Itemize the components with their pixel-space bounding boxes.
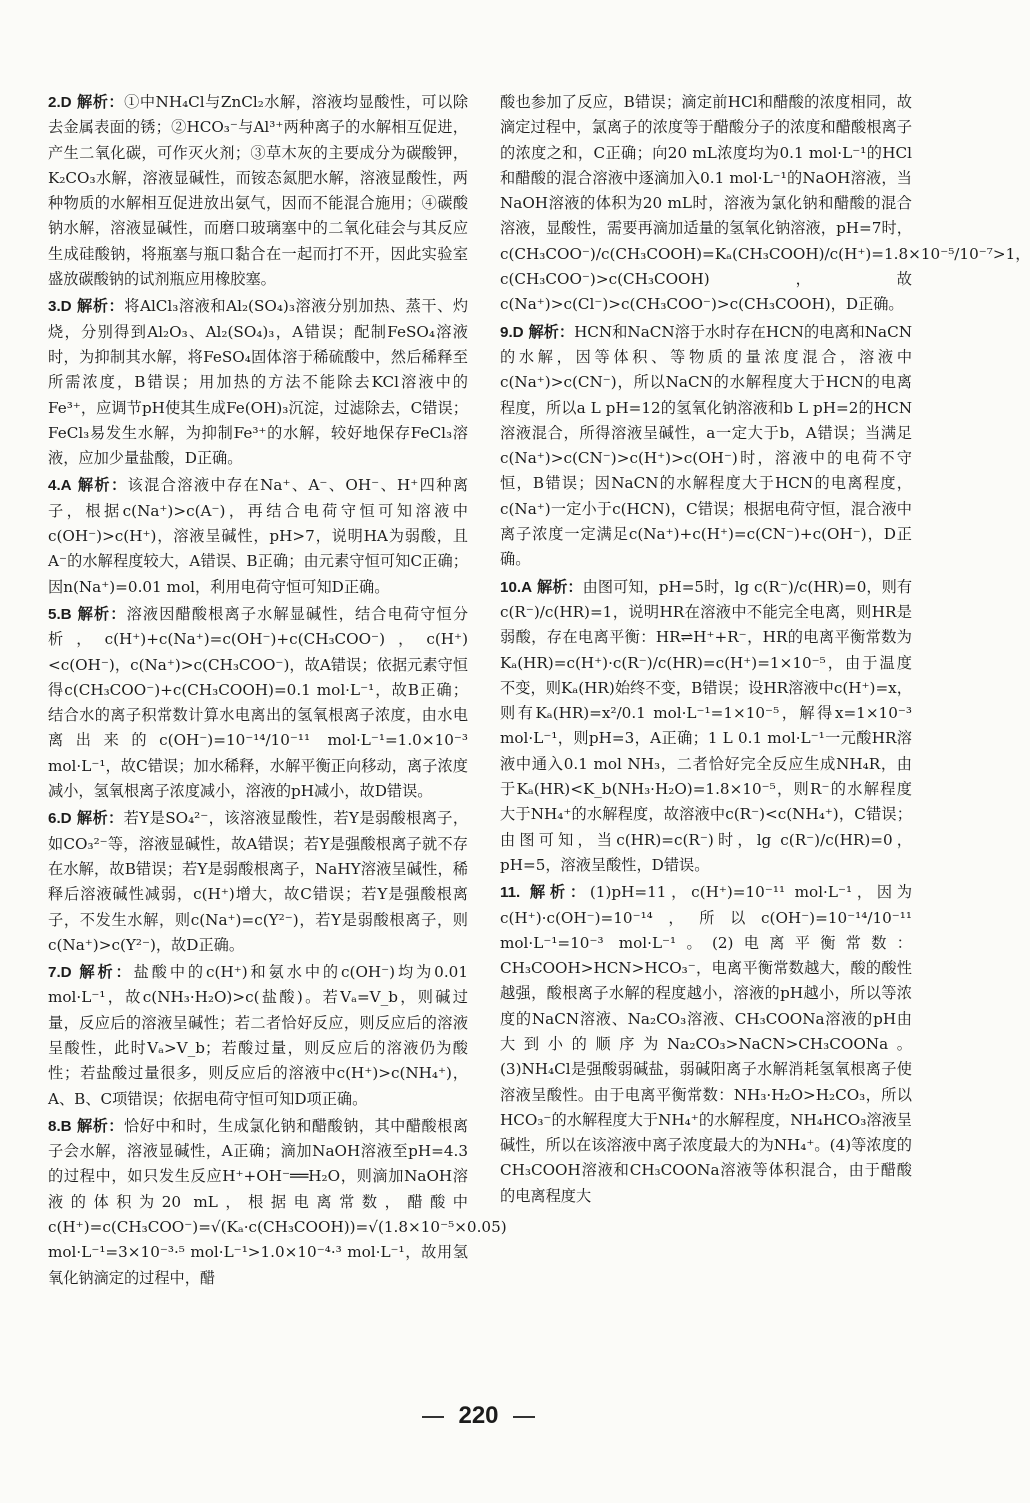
question-number: 10.A <box>500 578 533 596</box>
answer-entry <box>500 320 912 573</box>
question-number: 11. <box>500 884 521 902</box>
explanation-text: HCN和NaCN溶于水时存在HCN的电离和NaCN的水解，因等体积、等物质的量浓度混合，溶液中c(Na⁺)>c(CN⁻)，所以NaCN的水解程度大于HCN的电离程度，所以a L pH=12的氢氧化钠溶液和b L pH=2的HCN溶液混合，所得溶液呈碱性，a一定大于b，A错误；当满足c(Na⁺)>c(CN⁻)>c(H⁺)>c(OH⁻)时，溶液中的电荷不守恒，B错误；因NaCN的水解程度大于HCN的电离程度，c(Na⁺)一定小于c(HCN)，C错误；根据电荷守恒，混合液中离子浓度一定满足c(Na⁺)+c(H⁺)=c(CN⁻)+c(OH⁻)，D正确。 <box>500 322 913 569</box>
explanation-text: 盐酸中的c(H⁺)和氨水中的c(OH⁻)均为0.01 mol·L⁻¹，故c(NH₃·H₂O)>c(盐酸)。若Vₐ=V_b，则碱过量，反应后的溶液呈碱性；若二者恰好反应，则反应后的溶液呈酸性，此时Vₐ>V_b；若酸过量，则反应后的溶液仍为酸性；若盐酸过量很多，则反应后的溶液中c(H⁺)>c(NH₄⁺)，A、B、C项错误；依据电荷守恒可知D项正确。 <box>48 963 468 1108</box>
explanation-label: 解析： <box>528 322 575 341</box>
explanation-label: 解析： <box>79 963 134 982</box>
answer-entry <box>48 960 468 1112</box>
explanation-text: 该混合溶液中存在Na⁺、A⁻、OH⁻、H⁺四种离子，根据c(Na⁺)>c(A⁻)，再结合电荷守恒可知溶液中c(OH⁻)>c(H⁺)，溶液呈碱性，pH>7，说明HA为弱酸，且A⁻的水解程度较大，A错误、B正确；由元素守恒可知C正确；因n(Na⁺)=0.01 mol，利用电荷守恒可知D正确。 <box>48 476 469 596</box>
left-column <box>48 90 507 1293</box>
explanation-text: 恰好中和时，生成氯化钠和醋酸钠，其中醋酸根离子会水解，溶液显碱性，A正确；滴加NaOH溶液至pH=4.3的过程中，如只发生反应H⁺+OH⁻══H₂O，则滴加NaOH溶液的体积为20 mL，根据电离常数，醋酸中c(H⁺)=c(CH₃COO⁻)=√(Kₐ·c(CH₃COOH))=√(1.8×10⁻⁵×0.05) mol·L⁻¹=3×10⁻³·⁵ mol·L⁻¹>1.0×10⁻⁴·³ mol·L⁻¹，故用氢氧化钠滴定的过程中，醋 <box>48 1116 507 1287</box>
explanation-label: 解析： <box>77 93 125 111</box>
question-number: 7.D <box>48 964 72 982</box>
answer-entry <box>48 1114 507 1291</box>
explanation-text: 将AlCl₃溶液和Al₂(SO₄)₃溶液分别加热、蒸干、灼烧，分别得到Al₂O₃、Al₂(SO₄)₃，A错误；配制FeSO₄溶液时，为抑制其水解，将FeSO₄固体溶于稀硫酸中，然后稀释至所需浓度，B错误；用加热的方法不能除去KCl溶液中的Fe³⁺，应调节pH使其生成Fe(OH)₃沉淀，过滤除去，C错误；FeCl₃易发生水解，为抑制Fe³⁺的水解，较好地保存FeCl₃溶液，应加少量盐酸，D正确。 <box>48 297 469 468</box>
question-number: 9.D <box>500 323 524 341</box>
question-number: 2.D <box>48 94 72 111</box>
answer-entry <box>500 575 912 879</box>
dash-left <box>422 1416 444 1418</box>
answer-entry <box>48 473 468 599</box>
page-number: 220 <box>458 1402 499 1429</box>
answer-entry <box>500 90 1030 318</box>
explanation-text: 溶液因醋酸根离子水解显碱性，结合电荷守恒分析，c(H⁺)+c(Na⁺)=c(OH⁻)+c(CH₃COO⁻)，c(H⁺)<c(OH⁻)，c(Na⁺)>c(CH₃COO⁻)，故A错误；依据元素守恒得c(CH₃COO⁻)+c(CH₃COOH)=0.1 mol·L⁻¹，故B正确；结合水的离子积常数计算水电离出的氢氧根离子浓度，由水电离出来的c(OH⁻)=10⁻¹⁴/10⁻¹¹ mol·L⁻¹=1.0×10⁻³ mol·L⁻¹，故C错误；加水稀释，水解平衡正向移动，离子浓度减小，氢氧根离子浓度减小，溶液的pH减小，故D错误。 <box>48 604 469 801</box>
explanation-text: ①中NH₄Cl与ZnCl₂水解，溶液均显酸性，可以除去金属表面的锈；②HCO₃⁻与Al³⁺两种离子的水解相互促进，产生二氧化碳，可作灭火剂；③草木灰的主要成分为碳酸钾，K₂CO₃水解，溶液显碱性，而铵态氮肥水解，溶液显酸性，两种物质的水解相互促进放出氨气，因而不能混合施用；④碳酸钠水解，溶液显碱性，而磨口玻璃塞中的二氧化硅会与其反应生成硅酸钠，将瓶塞与瓶口黏合在一起而打不开，因此实验室盛放碳酸钠的试剂瓶应用橡胶塞。 <box>48 93 469 289</box>
explanation-label: 解析： <box>536 577 583 596</box>
question-number: 4.A <box>48 477 72 495</box>
explanation-label: 解析： <box>77 604 127 623</box>
explanation-label: 解析： <box>76 809 124 828</box>
right-column <box>500 90 1030 1211</box>
explanation-text: 由图可知，pH=5时，lg c(R⁻)/c(HR)=0，则有c(R⁻)/c(HR)=1，说明HR在溶液中不能完全电离，则HR是弱酸，存在电离平衡：HR⇌H⁺+R⁻，HR的电离平衡常数为Kₐ(HR)=c(H⁺)·c(R⁻)/c(HR)=c(H⁺)=1×10⁻⁵，由于温度不变，则Kₐ(HR)始终不变，B错误；设HR溶液中c(H⁺)=x，则有Kₐ(HR)=x²/0.1 mol·L⁻¹=1×10⁻⁵，解得x=1×10⁻³ mol·L⁻¹，则pH=3，A正确；1 L 0.1 mol·L⁻¹一元酸HR溶液中通入0.1 mol NH₃，二者恰好完全反应生成NH₄R，由于Kₐ(HR)<K_b(NH₃·H₂O)=1.8×10⁻⁵，则R⁻的水解程度大于NH₄⁺的水解程度，故溶液中c(R⁻)<c(NH₄⁺)，C错误；由图可知，当c(HR)=c(R⁻)时，lg c(R⁻)/c(HR)=0，pH=5，溶液呈酸性，D错误。 <box>500 577 913 874</box>
explanation-label: 解析： <box>77 297 125 316</box>
question-number: 6.D <box>48 810 72 828</box>
answer-entry <box>48 90 468 292</box>
answer-entry <box>48 294 468 471</box>
dash-right <box>513 1416 535 1418</box>
page-number-footer <box>0 1402 957 1430</box>
answer-entry <box>500 880 912 1209</box>
explanation-label: 解析： <box>529 883 590 902</box>
explanation-label: 解析： <box>77 476 128 495</box>
question-number: 8.B <box>48 1117 72 1135</box>
explanation-text: 酸也参加了反应，B错误；滴定前HCl和醋酸的浓度相同，故滴定过程中，氯离子的浓度等于醋酸分子的浓度和醋酸根离子的浓度之和，C正确；向20 mL浓度均为0.1 mol·L⁻¹的HCl和醋酸的混合溶液中逐滴加入0.1 mol·L⁻¹的NaOH溶液，当NaOH溶液的体积为20 mL时，溶液为氯化钠和醋酸的混合溶液，显酸性，需要再滴加适量的氢氧化钠溶液，pH=7时，c(CH₃COO⁻)/c(CH₃COOH)=Kₐ(CH₃COOH)/c(H⁺)=1.8×10⁻⁵/10⁻⁷>1，c(CH₃COO⁻)>c(CH₃COOH)，故c(Na⁺)>c(Cl⁻)>c(CH₃COO⁻)>c(CH₃COOH)，D正确。 <box>500 93 1030 314</box>
explanation-text: (1)pH=11，c(H⁺)=10⁻¹¹ mol·L⁻¹，因为c(H⁺)·c(OH⁻)=10⁻¹⁴，所以c(OH⁻)=10⁻¹⁴/10⁻¹¹ mol·L⁻¹=10⁻³ mol·L⁻¹。(2)电离平衡常数：CH₃COOH>HCN>HCO₃⁻，电离平衡常数越大，酸的酸性越强，酸根离子水解的程度越小，溶液的pH越小，所以等浓度的NaCN溶液、Na₂CO₃溶液、CH₃COONa溶液的pH由大到小的顺序为Na₂CO₃>NaCN>CH₃COONa。(3)NH₄Cl是强酸弱碱盐，弱碱阳离子水解消耗氢氧根离子使溶液呈酸性。由于电离平衡常数：NH₃·H₂O>H₂CO₃，所以HCO₃⁻的水解程度大于NH₄⁺的水解程度，NH₄HCO₃溶液呈碱性，所以在该溶液中离子浓度最大的为NH₄⁺。(4)等浓度的CH₃COOH溶液和CH₃COONa溶液等体积混合，由于醋酸的电离程度大 <box>500 883 913 1205</box>
question-number: 3.D <box>48 298 72 316</box>
explanation-label: 解析： <box>76 1116 124 1135</box>
question-number: 5.B <box>48 605 72 623</box>
answer-entry <box>48 806 468 958</box>
explanation-text: 若Y是SO₄²⁻，该溶液显酸性，若Y是弱酸根离子，如CO₃²⁻等，溶液显碱性，故A错误；若Y是强酸根离子就不存在水解，故B错误；若Y是弱酸根离子，NaHY溶液呈碱性，稀释后溶液碱性减弱，c(H⁺)增大，故C错误；若Y是强酸根离子，不发生水解，则c(Na⁺)=c(Y²⁻)，若Y是弱酸根离子，则c(Na⁺)>c(Y²⁻)，故D正确。 <box>48 809 469 954</box>
answer-entry <box>48 602 468 804</box>
